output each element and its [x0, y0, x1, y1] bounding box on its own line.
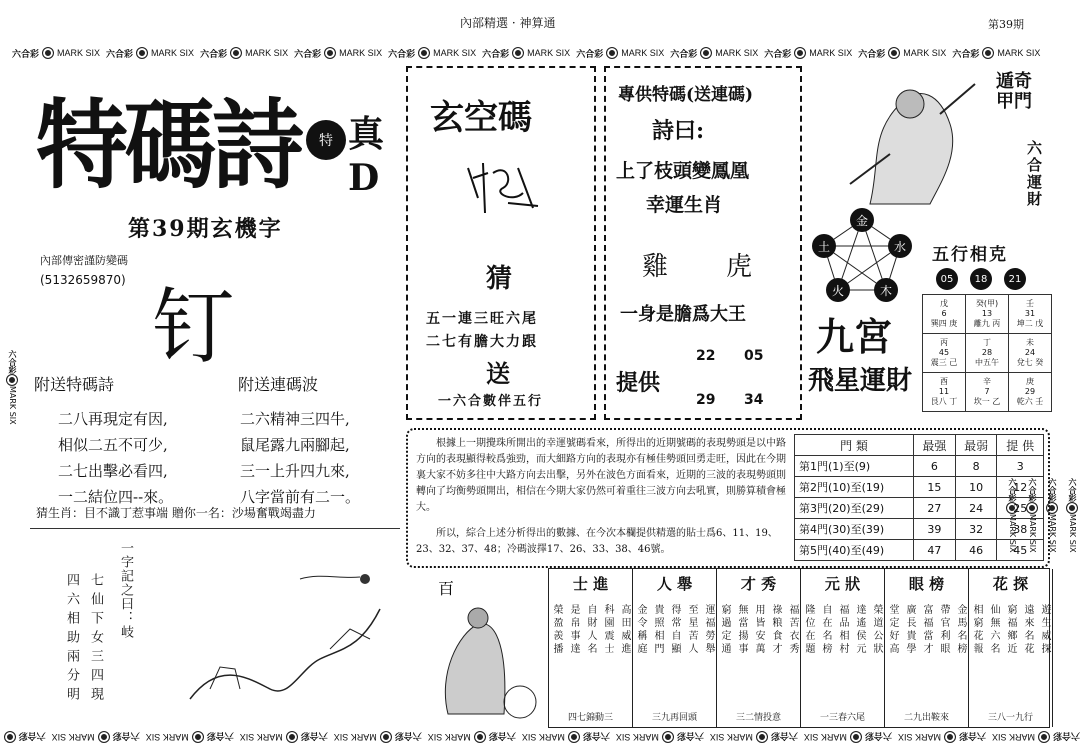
xuankong-box: [406, 66, 596, 420]
stats-cell: 6: [914, 456, 956, 477]
special-line3: 一身是膽爲大王: [620, 304, 746, 325]
element-ball: 水: [888, 234, 912, 258]
stats-cell: 第1門(1)至(9): [795, 456, 914, 477]
border-cn-label: 六合彩: [12, 48, 40, 59]
flower-icon: [568, 731, 580, 743]
table-row: [795, 456, 1044, 477]
special-num: 29: [696, 392, 716, 408]
border-cn-label: 六合彩: [18, 731, 46, 742]
rank-verse: 遠來名花: [1022, 604, 1033, 656]
border-logo: [764, 47, 852, 60]
border-en-label: MARK SIX: [621, 48, 665, 58]
stats-cell: 3: [997, 456, 1044, 477]
stats-cell: 25: [997, 498, 1044, 519]
rank-verse: 窮過定通: [719, 604, 730, 656]
border-logo: [240, 731, 328, 744]
rank-title: 元 狀: [824, 575, 861, 593]
border-logo: [294, 47, 382, 60]
border-logo: [6, 350, 18, 425]
lucky-ball: 05: [936, 268, 958, 290]
rank-column: [633, 569, 717, 727]
stats-table: [794, 434, 1044, 561]
border-logo: [428, 731, 516, 744]
element-ball: 金: [850, 208, 874, 232]
svg-text:百: 百: [438, 579, 455, 598]
border-cn-label: 六合彩: [676, 731, 704, 742]
stats-cell: 第4門(30)至(39): [795, 519, 914, 540]
rank-verse: 是帛事達: [568, 604, 579, 656]
poem-left: [58, 406, 173, 510]
special-code-box: [604, 66, 802, 420]
border-en-label: MARK SIX: [991, 732, 1035, 742]
border-en-label: MARK SIX: [615, 732, 659, 742]
jiugong-cell: 戊 6 巽四 庚: [923, 295, 966, 334]
border-cn-label: 六合彩: [1068, 477, 1077, 502]
rank-title: 人 舉: [656, 575, 693, 593]
rank-verse: 遊生威探: [1039, 604, 1050, 656]
border-logo: [0, 731, 46, 744]
one-char-box: [30, 528, 400, 719]
stats-cell: 12: [997, 477, 1044, 498]
border-en-label: MARK SIX: [239, 732, 283, 742]
jiugong-cell: 未 24 兌七 癸: [1009, 334, 1052, 373]
stats-cell: 45: [997, 540, 1044, 561]
qimen-subtitle: 六合運財: [1025, 140, 1043, 208]
poem-line: 相似二五不可少,: [58, 436, 168, 454]
poem-right-heading: 附送連碼波: [238, 375, 319, 394]
border-logo: [992, 731, 1080, 744]
flower-icon: [4, 731, 16, 743]
animal-2: 虎: [726, 252, 753, 282]
border-en-label: MARK SIX: [8, 385, 17, 425]
flower-icon: [888, 47, 900, 59]
border-en-label: MARK SIX: [51, 732, 95, 742]
flower-icon: [230, 47, 242, 59]
special-num: 22: [696, 348, 716, 364]
analysis-paragraph: 所以，綜合上述分析得出的數據、在今次本欄提供精選的貼士爲6、11、19、23、32、37、48；冷碼波擇17、26、33、38、46號。: [416, 528, 778, 555]
handwritten-code: [463, 158, 543, 218]
border-en-label: MARK SIX: [1068, 513, 1077, 553]
border-en-label: MARK SIX: [333, 732, 377, 742]
border-logo: [804, 731, 892, 744]
border-logo: [858, 47, 946, 60]
border-logo: [710, 731, 798, 744]
xuankong-line2: 二七有膽大力跟: [426, 334, 538, 350]
issue-number: 第39期: [988, 18, 1024, 31]
border-logo: [12, 47, 100, 60]
rank-verse: 富福當才: [921, 604, 932, 656]
lucky-ball: 21: [1004, 268, 1026, 290]
rank-verse: 自財人名: [585, 604, 596, 656]
special-provide: 提供: [616, 370, 661, 396]
border-logo: [952, 47, 1040, 60]
border-cn-label: 六合彩: [670, 48, 698, 59]
rank-verse: 自在名榜: [820, 604, 831, 656]
border-en-label: MARK SIX: [521, 732, 565, 742]
border-en-label: MARK SIX: [715, 48, 759, 58]
title-badge: 特: [306, 120, 346, 160]
flower-icon: [380, 731, 392, 743]
border-cn-label: 六合彩: [1048, 477, 1057, 502]
stats-cell: 24: [955, 498, 997, 519]
border-cn-label: 六合彩: [1008, 477, 1017, 502]
stats-cell: 10: [955, 477, 997, 498]
rank-verse: 隆位在題: [803, 604, 814, 656]
flower-icon: [794, 47, 806, 59]
rank-verse: 無當揚事: [736, 604, 747, 656]
border-logo: [482, 47, 570, 60]
stats-cell: 39: [914, 519, 956, 540]
border-logo: [200, 47, 288, 60]
border-cn-label: 六合彩: [300, 731, 328, 742]
rank-verse: 相窮花報: [971, 604, 982, 656]
poem-line: 鼠尾露九兩腳起,: [240, 436, 350, 454]
border-logo: [576, 47, 664, 60]
rank-column: [549, 569, 633, 727]
issue-subtitle: 第39期玄機字: [128, 216, 283, 242]
rank-verse: 福品相村: [837, 604, 848, 656]
border-logo: [388, 47, 476, 60]
poem-line: 二八再現定有因,: [58, 410, 168, 428]
rank-title: 才 秀: [740, 575, 777, 593]
stats-cell: 8: [955, 456, 997, 477]
rank-column: [969, 569, 1053, 727]
rank-title: 花 探: [992, 575, 1029, 593]
jiugong-grid: [922, 294, 1052, 412]
special-line1: 上了枝頭變鳳凰: [616, 160, 750, 182]
flower-icon: [192, 731, 204, 743]
border-cn-label: 六合彩: [112, 731, 140, 742]
xuankong-title: 玄空碼: [430, 98, 532, 138]
rank-footer: 三九再回頭: [651, 713, 697, 723]
border-cn-label: 六合彩: [8, 349, 17, 374]
rank-verse: 用皆安萬: [753, 604, 764, 656]
header-center: 內部精選 · 神算通: [460, 16, 556, 30]
one-char-col: 七仙下女三四現: [88, 573, 103, 706]
xuankong-guess: 猜: [486, 264, 513, 294]
flower-icon: [42, 47, 54, 59]
rank-footer: 三二情投意: [735, 713, 781, 723]
rank-verse: 達遙侯元: [854, 604, 865, 656]
poem-line: 二六精神三四牛,: [240, 410, 350, 428]
rank-verse: 仙無六名: [988, 604, 999, 656]
rank-column: [885, 569, 969, 727]
rank-verse: 得常自顯: [669, 604, 680, 656]
rank-title: 士 進: [572, 575, 609, 593]
border-logo: [670, 47, 758, 60]
poem-right: [240, 406, 360, 510]
guess-line: 猜生肖：目不識丁惹事端 贈你一名：沙場奮戰竭盡力: [36, 506, 316, 520]
rank-verse: 祿粮食才: [770, 604, 781, 656]
border-cn-label: 六合彩: [764, 48, 792, 59]
border-cn-label: 六合彩: [488, 731, 516, 742]
analysis-paragraph: 根據上一期攪珠所開出的幸運號碼看來，所得出的近期號碼的表現勢頭是以中路方向的表現顯得較爲強勁，而大細路方向的表現亦有極佳勢頭回勇走旺，因此在今期裏大家不妨多往中大路方向去出擊，另外在波色方面看來，近期的三波的表現勢頭則轉向了均衡勢頭開出，相信在今期大家仍然可着重往三波方向去吼實，則勝算積會極大。: [416, 438, 786, 513]
poem-line: 二七出擊必看四,: [58, 462, 168, 480]
border-cn-label: 六合彩: [106, 48, 134, 59]
element-ball: 火: [826, 278, 850, 302]
border-en-label: MARK SIX: [809, 48, 853, 58]
flower-icon: [982, 47, 994, 59]
flower-icon: [418, 47, 430, 59]
rank-verse: 福苦衣秀: [787, 604, 798, 656]
jiugong-cell: 辛 7 坎一 乙: [966, 373, 1009, 412]
stats-cell: 15: [914, 477, 956, 498]
border-logo: [334, 731, 422, 744]
rank-footer: 三八一九行: [987, 713, 1033, 723]
stats-cell: 46: [955, 540, 997, 561]
border-cn-label: 六合彩: [1052, 731, 1080, 742]
flower-icon: [474, 731, 486, 743]
flower-icon: [512, 47, 524, 59]
title-sub: 真D: [348, 113, 385, 199]
element-ball: 土: [812, 234, 836, 258]
border-cn-label: 六合彩: [864, 731, 892, 742]
border-en-label: MARK SIX: [339, 48, 383, 58]
stats-header: 提 供: [997, 435, 1044, 456]
rank-column: [717, 569, 801, 727]
rank-verse: 窮福鄉近: [1005, 604, 1016, 656]
flower-icon: [1038, 731, 1050, 743]
rank-verse: 金馬名榜: [955, 604, 966, 656]
table-row: [795, 519, 1044, 540]
flower-icon: [98, 731, 110, 743]
wuxing-title: 五行相克: [932, 245, 1008, 265]
stats-cell: 47: [914, 540, 956, 561]
rank-verse: 金令稱庭: [635, 604, 646, 656]
rank-footer: 一三春六尾: [819, 713, 865, 723]
special-num: 05: [744, 348, 764, 364]
flower-icon: [136, 47, 148, 59]
border-cn-label: 六合彩: [858, 48, 886, 59]
border-cn-label: 六合彩: [952, 48, 980, 59]
lucky-ball: 18: [970, 268, 992, 290]
rank-verse: 高田威進: [619, 604, 630, 656]
flower-icon: [286, 731, 298, 743]
phone-number: (5132659870): [40, 273, 126, 287]
border-en-label: MARK SIX: [897, 732, 941, 742]
xuankong-line3: 一六合數伴五行: [438, 394, 544, 409]
stats-cell: 第2門(10)至(19): [795, 477, 914, 498]
jiugong-cell: 庚 29 乾六 壬: [1009, 373, 1052, 412]
jiugong-cell: 癸(甲) 13 離九 丙: [966, 295, 1009, 334]
border-en-label: MARK SIX: [245, 48, 289, 58]
rank-verse: 帶官利眼: [938, 604, 949, 656]
warrior-illustration: [830, 64, 980, 214]
rank-verse: 堂定好高: [887, 604, 898, 656]
border-en-label: MARK SIX: [709, 732, 753, 742]
landscape-illustration: [180, 549, 390, 709]
jiugong-title: 九宮: [816, 314, 893, 359]
stats-cell: 第3門(20)至(29): [795, 498, 914, 519]
border-cn-label: 六合彩: [770, 731, 798, 742]
border-en-label: MARK SIX: [997, 48, 1041, 58]
ranks-section: [548, 568, 1050, 728]
border-en-label: MARK SIX: [527, 48, 571, 58]
one-char-heading: 一字記之曰：岐: [118, 541, 133, 639]
border-logo: [898, 731, 986, 744]
poem-line: 一二結位四--來。: [58, 488, 174, 506]
border-en-label: [0, 732, 1, 742]
border-en-label: MARK SIX: [57, 48, 101, 58]
border-cn-label: 六合彩: [582, 731, 610, 742]
element-ball: 木: [874, 278, 898, 302]
scholar-illustration: [408, 574, 544, 722]
border-en-label: MARK SIX: [803, 732, 847, 742]
border-logo: [1066, 478, 1078, 553]
rank-verse: 貴照相門: [652, 604, 663, 656]
animal-1: 雞: [642, 252, 669, 282]
rank-footer: 四七錦動三: [567, 713, 613, 723]
special-line2: 幸運生肖: [646, 194, 723, 216]
border-logo: [146, 731, 234, 744]
flower-icon: [6, 374, 18, 386]
xuankong-send: 送: [486, 359, 510, 388]
poem-line: 八字當前有二一。: [240, 488, 361, 506]
special-num: 34: [744, 392, 764, 408]
page-header: [0, 4, 1080, 30]
poem-line: 三一上升四九來,: [240, 462, 350, 480]
border-cn-label: 六合彩: [394, 731, 422, 742]
rank-footer: 二九出鞍來: [903, 713, 949, 723]
stats-cell: 第5門(40)至(49): [795, 540, 914, 561]
inner-note: 內部傳密謹防變碼: [40, 254, 128, 267]
one-char-col: 四六相助兩分明: [64, 573, 79, 706]
xuankong-line1: 五一連三旺六尾: [426, 311, 538, 327]
border-logo: [106, 47, 194, 60]
stats-header: 最强: [914, 435, 956, 456]
special-poem-label: 詩曰:: [652, 118, 705, 144]
border-cn-label: 六合彩: [200, 48, 228, 59]
border-en-label: MARK SIX: [1028, 513, 1037, 553]
rank-verse: 科園震士: [602, 604, 613, 656]
stats-header: 門 類: [795, 435, 914, 456]
border-cn-label: 六合彩: [206, 731, 234, 742]
qimen-title: [984, 72, 1044, 112]
jiugong-cell: 丁 28 中五午: [966, 334, 1009, 373]
border-logo: [52, 731, 140, 744]
flower-icon: [324, 47, 336, 59]
top-border-strip: [12, 44, 1040, 62]
border-cn-label: 六合彩: [958, 731, 986, 742]
table-row: [795, 540, 1044, 561]
jiugong-cell: 丙 45 震三 己: [923, 334, 966, 373]
stats-cell: 32: [955, 519, 997, 540]
table-row: [795, 498, 1044, 519]
border-cn-label: 六合彩: [294, 48, 322, 59]
border-logo: [522, 731, 610, 744]
flower-icon: [662, 731, 674, 743]
flower-icon: [944, 731, 956, 743]
border-cn-label: 六合彩: [1028, 477, 1037, 502]
key-character: 钉: [152, 280, 235, 375]
analysis-box: [406, 428, 1050, 568]
rank-verse: 榮道公狀: [871, 604, 882, 656]
poem-left-heading: 附送特碼詩: [34, 375, 115, 394]
rank-verse: 廣長貴學: [904, 604, 915, 656]
left-border-strip: [2, 44, 18, 730]
stats-cell: 38: [997, 519, 1044, 540]
border-en-label: MARK SIX: [427, 732, 471, 742]
rank-verse: 至星苦人: [686, 604, 697, 656]
flower-icon: [1066, 502, 1078, 514]
rank-verse: 運福勞舉: [703, 604, 714, 656]
border-en-label: MARK SIX: [433, 48, 477, 58]
jiugong-subtitle: 飛星運財: [808, 366, 913, 396]
border-cn-label: 六合彩: [482, 48, 510, 59]
flower-icon: [756, 731, 768, 743]
jiugong-cell: 壬 31 坤二 戊: [1009, 295, 1052, 334]
stats-header: 最弱: [955, 435, 997, 456]
rank-verse: 榮盈羨播: [551, 604, 562, 656]
border-en-label: MARK SIX: [1008, 513, 1017, 553]
border-logo: [616, 731, 704, 744]
table-row: [795, 477, 1044, 498]
flower-icon: [700, 47, 712, 59]
border-en-label: MARK SIX: [1048, 513, 1057, 553]
special-title: 專供特碼(送連碼): [618, 85, 754, 105]
rank-title: 眼 榜: [908, 575, 945, 593]
border-cn-label: 六合彩: [388, 48, 416, 59]
jiugong-cell: 酉 11 艮八 丁: [923, 373, 966, 412]
title-block: [30, 72, 400, 202]
flower-icon: [606, 47, 618, 59]
stats-cell: 27: [914, 498, 956, 519]
main-title: 特碼詩: [36, 88, 301, 203]
border-en-label: MARK SIX: [903, 48, 947, 58]
rank-column: [801, 569, 885, 727]
flower-icon: [850, 731, 862, 743]
border-en-label: MARK SIX: [151, 48, 195, 58]
qimen-title-text: 遁奇甲門: [996, 71, 1032, 112]
bottom-border-strip: [0, 728, 1080, 746]
border-en-label: MARK SIX: [145, 732, 189, 742]
border-cn-label: 六合彩: [576, 48, 604, 59]
